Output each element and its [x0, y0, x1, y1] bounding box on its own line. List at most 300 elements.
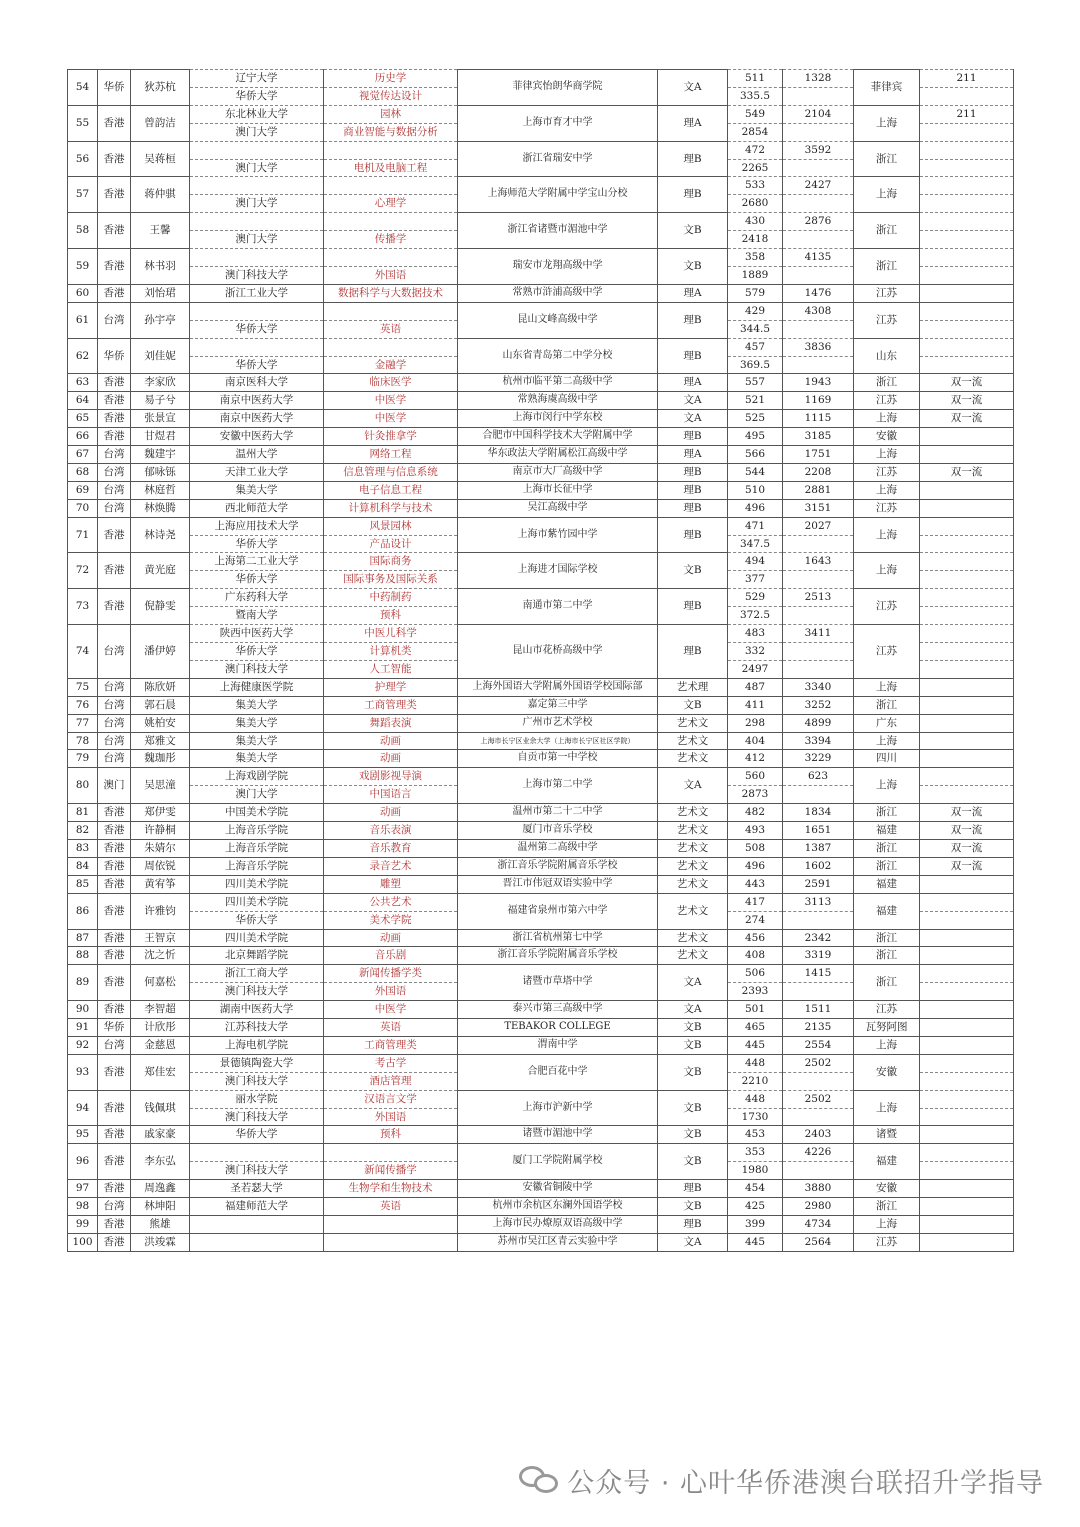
rank-cell: 1643: [783, 553, 854, 571]
university-cell: 澳门科技大学: [190, 1162, 324, 1180]
score-cell: 445: [728, 1233, 783, 1251]
row-number: 67: [68, 446, 98, 464]
score-cell: 425: [728, 1198, 783, 1216]
student-name: 狄苏杭: [131, 70, 190, 106]
table-row: [68, 732, 1014, 750]
province-cell: 福建: [854, 1144, 920, 1180]
student-name: 甘煜君: [131, 428, 190, 446]
university-cell: [190, 1233, 324, 1251]
major-cell: [324, 141, 458, 159]
rank-cell: 2427: [783, 177, 854, 195]
score-cell: 1730: [728, 1108, 783, 1126]
score-cell: 298: [728, 714, 783, 732]
province-cell: 江苏: [854, 392, 920, 410]
province-cell: 浙江: [854, 947, 920, 965]
major-cell: 计算机类: [324, 643, 458, 661]
tag-cell: [920, 231, 1014, 249]
category-cell: 理A: [658, 284, 728, 302]
student-name: 吴蒋桓: [131, 141, 190, 177]
category-cell: 文A: [658, 410, 728, 428]
student-name: 熊雄: [131, 1216, 190, 1234]
table-row: [68, 141, 1014, 159]
major-cell: 园林: [324, 105, 458, 123]
major-cell: 风景园林: [324, 517, 458, 535]
score-cell: 417: [728, 893, 783, 911]
category-cell: 理B: [658, 517, 728, 553]
province-cell: 上海: [854, 410, 920, 428]
rank-cell: 1387: [783, 839, 854, 857]
major-cell: [324, 1233, 458, 1251]
major-cell: 生物学和生物技术: [324, 1180, 458, 1198]
high-school-cell: 杭州市临平第二高级中学: [458, 374, 658, 392]
high-school-cell: 上海市第二中学: [458, 768, 658, 804]
rank-cell: 2980: [783, 1198, 854, 1216]
major-cell: 外国语: [324, 1108, 458, 1126]
university-cell: 澳门大学: [190, 231, 324, 249]
category-cell: 理A: [658, 374, 728, 392]
tag-cell: [920, 589, 1014, 607]
score-cell: 2873: [728, 786, 783, 804]
major-cell: 历史学: [324, 70, 458, 88]
tag-cell: [920, 284, 1014, 302]
student-name: 周依锐: [131, 857, 190, 875]
tag-cell: 双一流: [920, 822, 1014, 840]
category-cell: 理A: [658, 105, 728, 141]
score-cell: 511: [728, 70, 783, 88]
rank-cell: 1511: [783, 1001, 854, 1019]
high-school-cell: 浙江音乐学院附属音乐学校: [458, 857, 658, 875]
score-cell: 501: [728, 1001, 783, 1019]
tag-cell: [920, 535, 1014, 553]
major-cell: 音乐教育: [324, 839, 458, 857]
table-row: [68, 1144, 1014, 1162]
major-cell: 中医学: [324, 1001, 458, 1019]
table-row: [68, 822, 1014, 840]
high-school-cell: 上海市沪新中学: [458, 1090, 658, 1126]
category-cell: 理B: [658, 302, 728, 338]
row-number: 73: [68, 589, 98, 625]
high-school-cell: 杭州市余杭区东澜外国语学校: [458, 1198, 658, 1216]
province-cell: 上海: [854, 732, 920, 750]
major-cell: 中医学: [324, 392, 458, 410]
rank-cell: 3185: [783, 428, 854, 446]
table-row: [68, 302, 1014, 320]
row-number: 54: [68, 70, 98, 106]
university-cell: 西北师范大学: [190, 499, 324, 517]
tag-cell: [920, 1019, 1014, 1037]
university-cell: 南京中医药大学: [190, 392, 324, 410]
score-cell: 358: [728, 249, 783, 267]
category-cell: 文B: [658, 1126, 728, 1144]
student-name: 许雅钧: [131, 893, 190, 929]
rank-cell: 1834: [783, 804, 854, 822]
high-school-cell: 合肥百花中学: [458, 1054, 658, 1090]
student-name: 郑伊雯: [131, 804, 190, 822]
category-cell: 理A: [658, 446, 728, 464]
province-cell: 浙江: [854, 696, 920, 714]
score-cell: 487: [728, 678, 783, 696]
category-cell: 文B: [658, 553, 728, 589]
rank-cell: 1169: [783, 392, 854, 410]
student-name: 李东弘: [131, 1144, 190, 1180]
province-cell: 江苏: [854, 463, 920, 481]
category-cell: 文B: [658, 696, 728, 714]
category-cell: 理B: [658, 481, 728, 499]
table-row: [68, 929, 1014, 947]
row-number: 70: [68, 499, 98, 517]
region-cell: 香港: [98, 929, 131, 947]
province-cell: 安徽: [854, 1054, 920, 1090]
category-cell: 艺术文: [658, 822, 728, 840]
row-number: 63: [68, 374, 98, 392]
high-school-cell: 昆山文峰高级中学: [458, 302, 658, 338]
student-name: 蒋仲骐: [131, 177, 190, 213]
major-cell: 预科: [324, 607, 458, 625]
category-cell: 文B: [658, 213, 728, 249]
major-cell: 人工智能: [324, 660, 458, 678]
major-cell: 考古学: [324, 1054, 458, 1072]
university-cell: 温州大学: [190, 446, 324, 464]
row-number: 78: [68, 732, 98, 750]
tag-cell: [920, 141, 1014, 159]
major-cell: 动画: [324, 804, 458, 822]
tag-cell: [920, 1198, 1014, 1216]
major-cell: 中医儿科学: [324, 625, 458, 643]
row-number: 84: [68, 857, 98, 875]
score-cell: 579: [728, 284, 783, 302]
tag-cell: [920, 768, 1014, 786]
university-cell: 江苏科技大学: [190, 1019, 324, 1037]
region-cell: 澳门: [98, 768, 131, 804]
category-cell: 理B: [658, 499, 728, 517]
university-cell: 陕西中医药大学: [190, 625, 324, 643]
score-cell: 465: [728, 1019, 783, 1037]
tag-cell: [920, 481, 1014, 499]
table-row: [68, 481, 1014, 499]
university-cell: 上海应用技术大学: [190, 517, 324, 535]
rank-cell: 4226: [783, 1144, 854, 1162]
category-cell: 文B: [658, 1036, 728, 1054]
major-cell: 新闻传播学类: [324, 965, 458, 983]
major-cell: 公共艺术: [324, 893, 458, 911]
table-row: [68, 1054, 1014, 1072]
category-cell: 文A: [658, 768, 728, 804]
university-cell: 集美大学: [190, 732, 324, 750]
row-number: 55: [68, 105, 98, 141]
province-cell: 福建: [854, 875, 920, 893]
province-cell: 浙江: [854, 1198, 920, 1216]
category-cell: 艺术文: [658, 947, 728, 965]
rank-cell: 3319: [783, 947, 854, 965]
score-cell: 482: [728, 804, 783, 822]
student-name: 周逸鑫: [131, 1180, 190, 1198]
student-name: 张景宣: [131, 410, 190, 428]
score-cell: 369.5: [728, 356, 783, 374]
student-name: 王馨: [131, 213, 190, 249]
university-cell: 澳门科技大学: [190, 266, 324, 284]
category-cell: 文A: [658, 392, 728, 410]
score-cell: 529: [728, 589, 783, 607]
student-name: 吴思潼: [131, 768, 190, 804]
rank-cell: 3252: [783, 696, 854, 714]
university-cell: 圣若瑟大学: [190, 1180, 324, 1198]
high-school-cell: 山东省青岛第二中学分校: [458, 338, 658, 374]
student-name: 林坤阳: [131, 1198, 190, 1216]
admissions-table: [67, 69, 1014, 1252]
region-cell: 台湾: [98, 732, 131, 750]
province-cell: 上海: [854, 768, 920, 804]
university-cell: 福建师范大学: [190, 1198, 324, 1216]
row-number: 61: [68, 302, 98, 338]
major-cell: 动画: [324, 750, 458, 768]
region-cell: 华侨: [98, 338, 131, 374]
high-school-cell: TEBAKOR COLLEGE: [458, 1019, 658, 1037]
tag-cell: [920, 660, 1014, 678]
major-cell: 中国语言: [324, 786, 458, 804]
row-number: 75: [68, 678, 98, 696]
university-cell: 天津工业大学: [190, 463, 324, 481]
major-cell: 酒店管理: [324, 1072, 458, 1090]
row-number: 86: [68, 893, 98, 929]
row-number: 94: [68, 1090, 98, 1126]
major-cell: 预科: [324, 1126, 458, 1144]
university-cell: 澳门科技大学: [190, 1072, 324, 1090]
tag-cell: [920, 965, 1014, 983]
rank-cell: [783, 266, 854, 284]
rank-cell: 1115: [783, 410, 854, 428]
score-cell: 445: [728, 1036, 783, 1054]
student-name: 戚家豪: [131, 1126, 190, 1144]
province-cell: 上海: [854, 105, 920, 141]
region-cell: 香港: [98, 141, 131, 177]
student-name: 倪静雯: [131, 589, 190, 625]
student-name: 沈之忻: [131, 947, 190, 965]
region-cell: 香港: [98, 1054, 131, 1090]
student-name: 郭石晨: [131, 696, 190, 714]
university-cell: 南京中医药大学: [190, 410, 324, 428]
university-cell: 华侨大学: [190, 535, 324, 553]
score-cell: 1980: [728, 1162, 783, 1180]
row-number: 81: [68, 804, 98, 822]
high-school-cell: 浙江省瑞安中学: [458, 141, 658, 177]
university-cell: 澳门大学: [190, 123, 324, 141]
province-cell: 江苏: [854, 499, 920, 517]
score-cell: 2497: [728, 660, 783, 678]
category-cell: 艺术文: [658, 714, 728, 732]
rank-cell: 2135: [783, 1019, 854, 1037]
score-cell: 472: [728, 141, 783, 159]
major-cell: [324, 177, 458, 195]
university-cell: 中国美术学院: [190, 804, 324, 822]
row-number: 56: [68, 141, 98, 177]
high-school-cell: 苏州市吴江区青云实验中学: [458, 1233, 658, 1251]
student-name: 魏建宇: [131, 446, 190, 464]
province-cell: 浙江: [854, 249, 920, 285]
score-cell: 2210: [728, 1072, 783, 1090]
table-row: [68, 947, 1014, 965]
rank-cell: 3836: [783, 338, 854, 356]
row-number: 74: [68, 625, 98, 679]
category-cell: 文B: [658, 1144, 728, 1180]
major-cell: 网络工程: [324, 446, 458, 464]
province-cell: 瓦努阿图: [854, 1019, 920, 1037]
province-cell: 诸暨: [854, 1126, 920, 1144]
table-row: [68, 428, 1014, 446]
major-cell: 临床医学: [324, 374, 458, 392]
rank-cell: 2564: [783, 1233, 854, 1251]
tag-cell: [920, 732, 1014, 750]
row-number: 87: [68, 929, 98, 947]
rank-cell: [783, 643, 854, 661]
tag-cell: 双一流: [920, 410, 1014, 428]
tag-cell: [920, 607, 1014, 625]
major-cell: [324, 249, 458, 267]
tag-cell: [920, 266, 1014, 284]
rank-cell: 1751: [783, 446, 854, 464]
score-cell: 2265: [728, 159, 783, 177]
row-number: 85: [68, 875, 98, 893]
category-cell: 文B: [658, 1054, 728, 1090]
university-cell: 集美大学: [190, 696, 324, 714]
university-cell: 景德镇陶瓷大学: [190, 1054, 324, 1072]
row-number: 95: [68, 1126, 98, 1144]
university-cell: 澳门科技大学: [190, 660, 324, 678]
rank-cell: 3340: [783, 678, 854, 696]
category-cell: 艺术文: [658, 929, 728, 947]
score-cell: 430: [728, 213, 783, 231]
row-number: 72: [68, 553, 98, 589]
region-cell: 台湾: [98, 481, 131, 499]
category-cell: 理B: [658, 428, 728, 446]
score-cell: 457: [728, 338, 783, 356]
student-name: 刘佳妮: [131, 338, 190, 374]
tag-cell: [920, 714, 1014, 732]
province-cell: 浙江: [854, 374, 920, 392]
student-name: 易子兮: [131, 392, 190, 410]
score-cell: 412: [728, 750, 783, 768]
province-cell: 上海: [854, 678, 920, 696]
table-row: [68, 392, 1014, 410]
rank-cell: [783, 231, 854, 249]
region-cell: 香港: [98, 213, 131, 249]
rank-cell: [783, 1108, 854, 1126]
major-cell: 英语: [324, 320, 458, 338]
region-cell: 香港: [98, 1216, 131, 1234]
high-school-cell: 昆山市花桥高级中学: [458, 625, 658, 679]
rank-cell: 2104: [783, 105, 854, 123]
region-cell: 香港: [98, 965, 131, 1001]
region-cell: 台湾: [98, 678, 131, 696]
row-number: 89: [68, 965, 98, 1001]
province-cell: 上海: [854, 517, 920, 553]
university-cell: 上海音乐学院: [190, 822, 324, 840]
university-cell: 华侨大学: [190, 356, 324, 374]
rank-cell: 2881: [783, 481, 854, 499]
region-cell: 香港: [98, 1180, 131, 1198]
high-school-cell: 上海市长征中学: [458, 481, 658, 499]
tag-cell: [920, 1126, 1014, 1144]
major-cell: 商业智能与数据分析: [324, 123, 458, 141]
tag-cell: [920, 1216, 1014, 1234]
region-cell: 华侨: [98, 1019, 131, 1037]
tag-cell: [920, 213, 1014, 231]
rank-cell: 3151: [783, 499, 854, 517]
province-cell: 上海: [854, 1036, 920, 1054]
score-cell: 377: [728, 571, 783, 589]
major-cell: 工商管理类: [324, 696, 458, 714]
tag-cell: [920, 446, 1014, 464]
province-cell: 浙江: [854, 857, 920, 875]
high-school-cell: 合肥市中国科学技术大学附属中学: [458, 428, 658, 446]
major-cell: 电子信息工程: [324, 481, 458, 499]
region-cell: 台湾: [98, 696, 131, 714]
category-cell: 文B: [658, 1198, 728, 1216]
high-school-cell: 瑞安市龙翔高级中学: [458, 249, 658, 285]
tag-cell: [920, 625, 1014, 643]
high-school-cell: 上海市民办燎原双语高级中学: [458, 1216, 658, 1234]
table-row: [68, 499, 1014, 517]
region-cell: 香港: [98, 517, 131, 553]
row-number: 66: [68, 428, 98, 446]
university-cell: 丽水学院: [190, 1090, 324, 1108]
category-cell: 理B: [658, 338, 728, 374]
student-name: 郑雅文: [131, 732, 190, 750]
rank-cell: 2502: [783, 1090, 854, 1108]
score-cell: 454: [728, 1180, 783, 1198]
table-row: [68, 249, 1014, 267]
table-row: [68, 875, 1014, 893]
rank-cell: 3113: [783, 893, 854, 911]
score-cell: 347.5: [728, 535, 783, 553]
region-cell: 香港: [98, 1126, 131, 1144]
university-cell: 上海第二工业大学: [190, 553, 324, 571]
score-cell: 494: [728, 553, 783, 571]
university-cell: 华侨大学: [190, 643, 324, 661]
tag-cell: [920, 1054, 1014, 1072]
student-name: 许静桐: [131, 822, 190, 840]
row-number: 68: [68, 463, 98, 481]
category-cell: 文B: [658, 1090, 728, 1126]
tag-cell: 211: [920, 70, 1014, 88]
high-school-cell: 自贡市第一中学校: [458, 750, 658, 768]
tag-cell: [920, 87, 1014, 105]
major-cell: 心理学: [324, 195, 458, 213]
major-cell: 信息管理与信息系统: [324, 463, 458, 481]
major-cell: 音乐剧: [324, 947, 458, 965]
province-cell: 浙江: [854, 804, 920, 822]
rank-cell: 3592: [783, 141, 854, 159]
high-school-cell: 上海进才国际学校: [458, 553, 658, 589]
rank-cell: [783, 786, 854, 804]
province-cell: 广东: [854, 714, 920, 732]
wechat-icon: [519, 1464, 559, 1496]
score-cell: 566: [728, 446, 783, 464]
high-school-cell: 厦门市音乐学校: [458, 822, 658, 840]
tag-cell: [920, 1090, 1014, 1108]
student-name: 曾韵洁: [131, 105, 190, 141]
score-cell: 525: [728, 410, 783, 428]
table-row: [68, 857, 1014, 875]
row-number: 65: [68, 410, 98, 428]
tag-cell: [920, 159, 1014, 177]
tag-cell: [920, 983, 1014, 1001]
tag-cell: [920, 678, 1014, 696]
row-number: 79: [68, 750, 98, 768]
province-cell: 上海: [854, 446, 920, 464]
row-number: 62: [68, 338, 98, 374]
rank-cell: 4734: [783, 1216, 854, 1234]
category-cell: 艺术文: [658, 732, 728, 750]
